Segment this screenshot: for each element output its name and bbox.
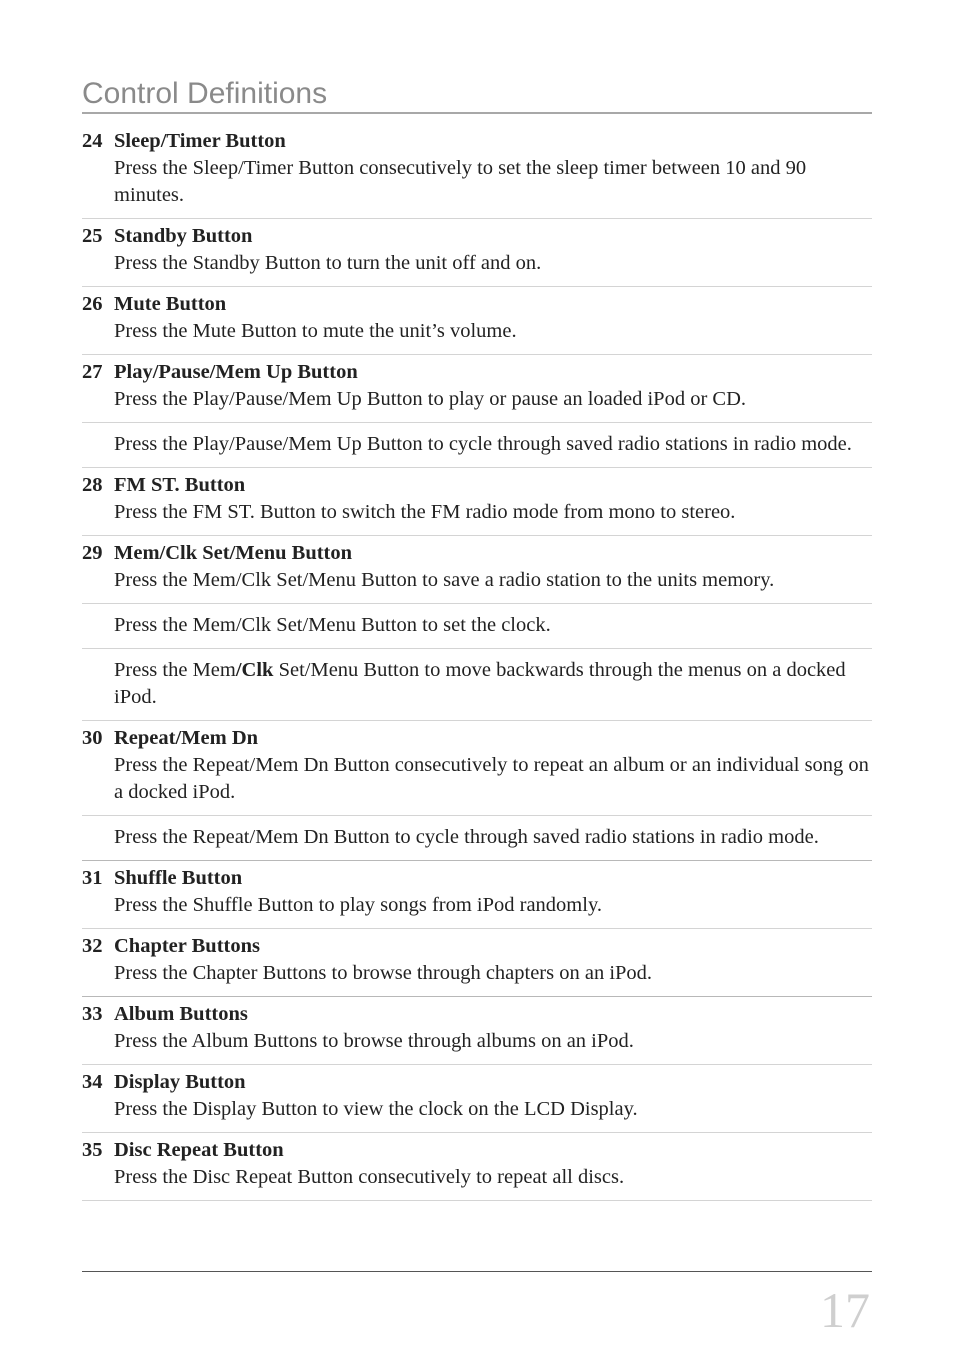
entry-description: Press the Album Buttons to browse through albums on an iPod. bbox=[114, 1030, 634, 1052]
entry-34 bbox=[82, 1065, 872, 1133]
entry-number: 28 bbox=[82, 474, 103, 496]
entry-number: 25 bbox=[82, 225, 103, 247]
entry-33 bbox=[82, 997, 872, 1065]
title-divider bbox=[82, 112, 872, 114]
page-number: 17 bbox=[820, 1282, 870, 1338]
footer-divider bbox=[82, 1271, 872, 1272]
entry-heading: Sleep/Timer Button bbox=[114, 130, 286, 152]
entry-heading: Shuffle Button bbox=[114, 867, 243, 889]
entry-description: Press the Display Button to view the clock on the LCD Display. bbox=[114, 1098, 638, 1120]
entry-number: 34 bbox=[82, 1071, 103, 1093]
entry-description: Press the Repeat/Mem Dn Button to cycle through saved radio stations in radio mode. bbox=[114, 826, 819, 848]
entry-number: 31 bbox=[82, 867, 103, 889]
entry-heading: Standby Button bbox=[114, 225, 253, 247]
entry-number: 35 bbox=[82, 1139, 103, 1161]
entry-31 bbox=[82, 861, 872, 929]
entry-27-extra bbox=[82, 423, 872, 468]
desc-bold-part: /Clk bbox=[235, 659, 274, 681]
entry-27 bbox=[82, 355, 872, 423]
entry-description: Press the Play/Pause/Mem Up Button to cycle through saved radio stations in radio mode. bbox=[114, 433, 852, 455]
entry-description: Press the FM ST. Button to switch the FM radio mode from mono to stereo. bbox=[114, 501, 736, 523]
entry-24 bbox=[82, 124, 872, 219]
entry-number: 26 bbox=[82, 293, 103, 315]
entry-heading: Display Button bbox=[114, 1071, 246, 1093]
entry-description: Press the Repeat/Mem Dn Button consecutively to repeat an album or an individual song on a docked iPod. bbox=[114, 754, 869, 803]
entry-35 bbox=[82, 1133, 872, 1201]
entry-description: Press the Play/Pause/Mem Up Button to play or pause an loaded iPod or CD. bbox=[114, 388, 747, 410]
entry-number: 33 bbox=[82, 1003, 103, 1025]
entry-26 bbox=[82, 287, 872, 355]
entry-description: Press the Mem/Clk Set/Menu Button to set the clock. bbox=[114, 614, 551, 636]
entry-heading: Chapter Buttons bbox=[114, 935, 260, 957]
entry-description: Press the Disc Repeat Button consecutively to repeat all discs. bbox=[114, 1166, 625, 1188]
entry-heading: Mem/Clk Set/Menu Button bbox=[114, 542, 353, 564]
entry-description: Press the Mute Button to mute the unit’s volume. bbox=[114, 320, 517, 342]
desc-part: Set/Menu Button to move backwards through the menus on a docked iPod. bbox=[114, 659, 846, 708]
entry-number: 27 bbox=[82, 361, 103, 383]
entry-heading: Mute Button bbox=[114, 293, 227, 315]
entry-heading: Play/Pause/Mem Up Button bbox=[114, 361, 358, 383]
entry-30-extra bbox=[82, 816, 872, 861]
entry-description: Press the Sleep/Timer Button consecutively to set the sleep timer between 10 and 90 minutes. bbox=[114, 157, 807, 206]
entry-number: 30 bbox=[82, 727, 103, 749]
entry-30 bbox=[82, 721, 872, 816]
desc-part: Press the Mem bbox=[114, 659, 236, 681]
entry-heading: FM ST. Button bbox=[114, 474, 246, 496]
entry-29-extra bbox=[82, 604, 872, 649]
control-definitions-list bbox=[82, 124, 872, 1201]
entry-number: 24 bbox=[82, 130, 103, 152]
entry-description: Press the Chapter Buttons to browse through chapters on an iPod. bbox=[114, 962, 653, 984]
entry-28 bbox=[82, 468, 872, 536]
entry-25 bbox=[82, 219, 872, 287]
entry-29-extra-2 bbox=[82, 649, 872, 721]
entry-29 bbox=[82, 536, 872, 604]
entry-heading: Repeat/Mem Dn bbox=[114, 727, 259, 749]
entry-number: 29 bbox=[82, 542, 103, 564]
entry-description: Press the Shuffle Button to play songs from iPod randomly. bbox=[114, 894, 602, 916]
entry-description: Press the Standby Button to turn the unit off and on. bbox=[114, 252, 542, 274]
page-title: Control Definitions bbox=[82, 77, 328, 110]
entry-heading: Disc Repeat Button bbox=[114, 1139, 284, 1161]
entry-description bbox=[114, 657, 872, 711]
entry-number: 32 bbox=[82, 935, 103, 957]
entry-description: Press the Mem/Clk Set/Menu Button to save a radio station to the units memory. bbox=[114, 569, 775, 591]
entry-32 bbox=[82, 929, 872, 997]
entry-heading: Album Buttons bbox=[114, 1003, 248, 1025]
